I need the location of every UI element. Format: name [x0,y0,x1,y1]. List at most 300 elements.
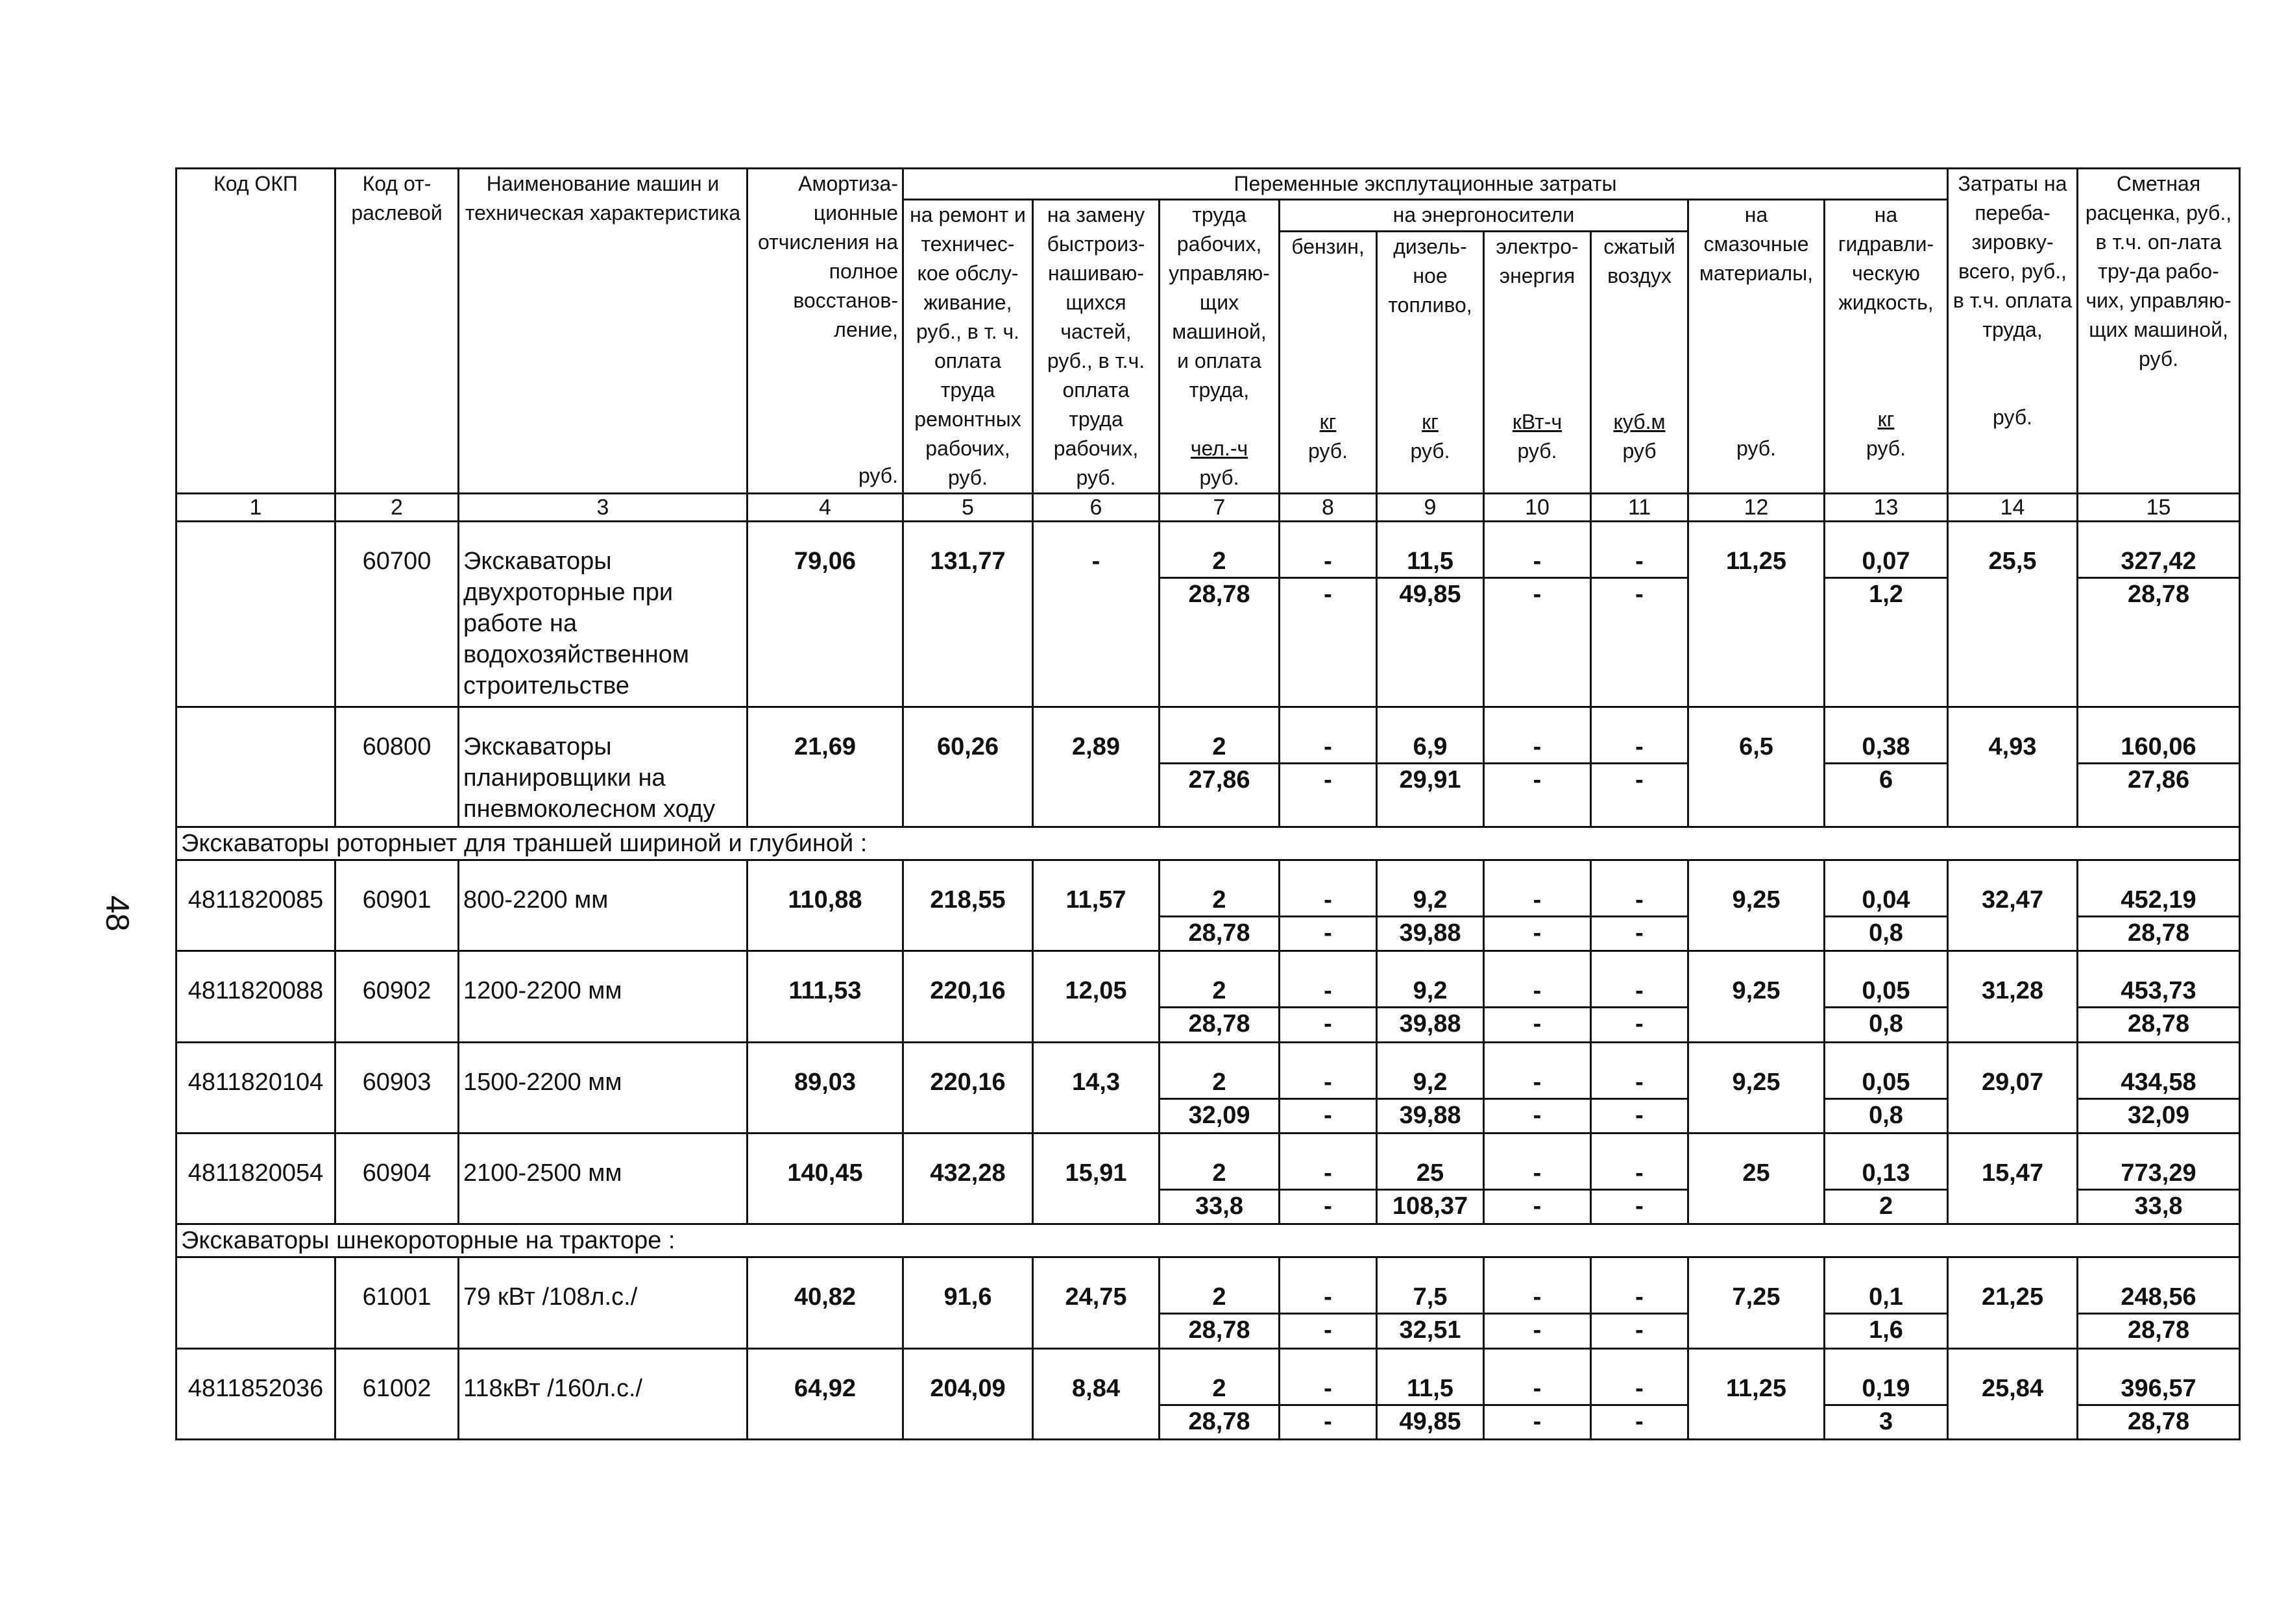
repair-cell: 218,55 [903,860,1033,951]
paired-value-cell [1160,860,1280,951]
table-row [176,1042,2240,1133]
pair-top: 2 [1160,1067,1278,1100]
header-machine-name: Наименование машин и техническая характеристика [459,169,748,494]
pair-bottom: 28,78 [2127,1010,2190,1038]
pair-bottom: 2 [1879,1192,1893,1220]
amortization-cell: 140,45 [748,1133,903,1224]
paired-value-cell [1280,1348,1377,1439]
amortization-cell: 64,92 [748,1348,903,1439]
header-hydraulic-text: на гидравли-ческую жидкость, [1838,203,1934,314]
pair-top: 434,58 [2078,1067,2239,1100]
paired-value-cell [2078,1042,2240,1133]
paired-value-cell [1484,522,1591,707]
pair-bottom: - [1635,1101,1644,1129]
header-okp: Код ОКП [176,169,335,494]
pair-bottom: 32,09 [2127,1101,2190,1129]
pair-bottom: 29,91 [1399,766,1461,794]
pair-top: 327,42 [2078,546,2239,579]
pair-top: - [1592,1157,1687,1191]
parts-cell: 2,89 [1033,707,1160,827]
pair-bottom: 28,78 [2127,581,2190,608]
repair-cell: 220,16 [903,951,1033,1042]
pair-bottom: - [1635,919,1644,947]
header-diesel-unit2: руб. [1410,439,1450,463]
paired-value-cell [1484,951,1591,1042]
pair-bottom: - [1324,919,1332,947]
pair-bottom: 6 [1879,766,1893,794]
paired-value-cell [2078,860,2240,951]
repair-cell: 131,77 [903,522,1033,707]
paired-value-cell [1160,1133,1280,1224]
header-lubricants [1688,200,1825,494]
paired-value-cell [1280,951,1377,1042]
header-compressed-air-unit2: руб [1622,439,1657,463]
parts-cell: 12,05 [1033,951,1160,1042]
pair-top: - [1280,1067,1376,1100]
header-amortization-text: Амортиза-ционные отчисления на полное восстанов-ление, [758,172,898,341]
header-compressed-air-text: сжатый воздух [1603,234,1675,287]
pair-bottom: 28,78 [1188,1010,1250,1038]
okp-code-cell: 4811820085 [176,860,335,951]
pair-top: 160,06 [2078,731,2239,764]
pair-bottom: 28,78 [1188,581,1250,608]
header-branch-code: Код от-раслевой [335,169,459,494]
okp-code-cell: 4811820104 [176,1042,335,1133]
paired-value-cell [1484,1348,1591,1439]
okp-code-cell [176,707,335,827]
paired-value-cell [1825,1257,1948,1348]
pair-top: 11,5 [1378,546,1483,579]
paired-value-cell [1280,1133,1377,1224]
col-num: 5 [903,494,1033,522]
paired-value-cell [1280,707,1377,827]
pair-bottom: 28,78 [1188,1407,1250,1435]
pair-top: 2 [1160,1281,1278,1315]
paired-value-cell [1377,707,1484,827]
pair-top: - [1280,731,1376,764]
pair-top: 6,9 [1378,731,1483,764]
pair-top: - [1592,884,1687,917]
branch-code-cell: 60901 [335,860,459,951]
amortization-cell: 40,82 [748,1257,903,1348]
col-num: 10 [1484,494,1591,522]
header-hydraulic-unit2: руб. [1866,437,1906,460]
amortization-cell: 21,69 [748,707,903,827]
lubricants-cell: 9,25 [1688,860,1825,951]
pair-top: 396,57 [2078,1373,2239,1406]
pair-top: - [1485,884,1590,917]
pair-top: 773,29 [2078,1157,2239,1191]
pair-bottom: - [1533,1101,1542,1129]
section-title-rotary: Экскаваторы роторныет для траншей шириной и глубиной : [176,827,2240,860]
pair-bottom: 39,88 [1399,1010,1461,1038]
repair-cell: 60,26 [903,707,1033,827]
amortization-cell: 79,06 [748,522,903,707]
pair-bottom: - [1324,1407,1332,1435]
col-num: 11 [1591,494,1688,522]
pair-bottom: - [1533,1407,1542,1435]
paired-value-cell [1484,860,1591,951]
branch-code-cell: 60904 [335,1133,459,1224]
repair-cell: 204,09 [903,1348,1033,1439]
header-labor-unit2: руб. [1199,466,1239,489]
pair-top: - [1280,1373,1376,1406]
col-num: 1 [176,494,335,522]
lubricants-cell: 11,25 [1688,1348,1825,1439]
paired-value-cell [1377,1348,1484,1439]
pair-top: 9,2 [1378,975,1483,1008]
header-energy: на энергоносители [1280,200,1688,232]
column-numbers-row [176,494,2240,522]
pair-top: 25 [1378,1157,1483,1191]
branch-code-cell: 61001 [335,1257,459,1348]
relocation-cell: 25,84 [1948,1348,2078,1439]
parts-cell: 8,84 [1033,1348,1160,1439]
paired-value-cell [2078,951,2240,1042]
col-num: 15 [2078,494,2240,522]
pair-top: 0,19 [1825,1373,1947,1406]
paired-value-cell [1825,951,1948,1042]
pair-bottom: 0,8 [1869,919,1903,947]
machine-name-cell: 800-2200 мм [459,860,748,951]
table-row [176,951,2240,1042]
pair-bottom: 28,78 [2127,919,2190,947]
repair-cell: 432,28 [903,1133,1033,1224]
header-petrol-unit1: кг [1319,409,1337,433]
paired-value-cell [1484,707,1591,827]
header-hydraulic-unit1: кг [1877,407,1895,431]
relocation-cell: 15,47 [1948,1133,2078,1224]
header-repair-text: на ремонт и техничес-кое обслу-живание, руб., в т. ч. оплата труда ремонтных рабочих, [910,203,1026,460]
pair-bottom: - [1324,1192,1332,1220]
pair-bottom: 28,78 [1188,919,1250,947]
pair-top: - [1485,1067,1590,1100]
pair-top: 2 [1160,975,1278,1008]
pair-top: 9,2 [1378,1067,1483,1100]
parts-cell: - [1033,522,1160,707]
pair-top: 2 [1160,1373,1278,1406]
paired-value-cell [2078,1257,2240,1348]
parts-cell: 24,75 [1033,1257,1160,1348]
pair-top: - [1592,731,1687,764]
pair-bottom: 0,8 [1869,1010,1903,1038]
header-lubricants-unit: руб. [1736,437,1776,460]
pair-bottom: 39,88 [1399,919,1461,947]
relocation-cell: 29,07 [1948,1042,2078,1133]
header-parts [1033,200,1160,494]
pair-bottom: 33,8 [1195,1192,1243,1220]
header-parts-unit: руб. [1076,466,1116,489]
pair-bottom: - [1635,1316,1644,1344]
col-num: 9 [1377,494,1484,522]
lubricants-cell: 9,25 [1688,951,1825,1042]
pair-bottom: - [1324,581,1332,608]
pair-bottom: - [1324,1316,1332,1344]
header-petrol-text: бензин, [1291,234,1365,258]
paired-value-cell [1377,1042,1484,1133]
pair-bottom: 49,85 [1399,581,1461,608]
lubricants-cell: 6,5 [1688,707,1825,827]
pair-bottom: - [1324,766,1332,794]
pair-top: 2 [1160,546,1278,579]
pair-bottom: 39,88 [1399,1101,1461,1129]
machine-name-cell: Экскаваторы двухроторные при работе на водохозяйственном строительстве [459,522,748,707]
paired-value-cell [1591,860,1688,951]
pair-bottom: 3 [1879,1407,1893,1435]
pair-bottom: 27,86 [1188,766,1250,794]
machine-name-cell: 1200-2200 мм [459,951,748,1042]
pair-top: - [1485,546,1590,579]
paired-value-cell [2078,522,2240,707]
pair-bottom: - [1533,1192,1542,1220]
paired-value-cell [1825,1133,1948,1224]
amortization-cell: 89,03 [748,1042,903,1133]
header-compressed-air-unit1: куб.м [1613,409,1666,433]
pair-bottom: 1,6 [1869,1316,1903,1344]
table-row [176,522,2240,707]
relocation-cell: 31,28 [1948,951,2078,1042]
pair-top: - [1280,546,1376,579]
col-num: 8 [1280,494,1377,522]
table-row [176,1257,2240,1348]
paired-value-cell [1377,951,1484,1042]
parts-cell: 14,3 [1033,1042,1160,1133]
pair-bottom: 28,78 [1188,1316,1250,1344]
amortization-cell: 111,53 [748,951,903,1042]
machine-name-cell: 118кВт /160л.с./ [459,1348,748,1439]
pair-bottom: - [1533,1010,1542,1038]
paired-value-cell [2078,1133,2240,1224]
header-amortization-unit: руб. [858,464,898,487]
machine-name-cell: Экскаваторы планировщики на пневмоколесном ходу [459,707,748,827]
repair-cell: 91,6 [903,1257,1033,1348]
paired-value-cell [1160,1257,1280,1348]
pair-bottom: 28,78 [2127,1407,2190,1435]
header-estimated-rate [2078,169,2240,494]
header-lubricants-text: на смазочные материалы, [1699,203,1814,285]
paired-value-cell [1377,1133,1484,1224]
header-electricity-unit1: кВт-ч [1512,409,1563,433]
pair-bottom: 28,78 [2127,1316,2190,1344]
header-petrol-unit2: руб. [1307,439,1348,463]
okp-code-cell: 4811852036 [176,1348,335,1439]
paired-value-cell [1484,1257,1591,1348]
paired-value-cell [1591,1042,1688,1133]
pair-bottom: 32,09 [1188,1101,1250,1129]
col-num: 3 [459,494,748,522]
pair-top: - [1592,1281,1687,1315]
parts-cell: 15,91 [1033,1133,1160,1224]
pair-top: - [1485,1373,1590,1406]
pair-bottom: 108,37 [1392,1192,1468,1220]
branch-code-cell: 60800 [335,707,459,827]
okp-code-cell: 4811820088 [176,951,335,1042]
pair-top: - [1592,1067,1687,1100]
col-num: 6 [1033,494,1160,522]
pair-top: - [1485,731,1590,764]
pair-top: 0,13 [1825,1157,1947,1191]
header-diesel-unit1: кг [1422,409,1439,433]
paired-value-cell [1591,707,1688,827]
pair-top: 7,5 [1378,1281,1483,1315]
header-relocation [1948,169,2078,494]
header-electricity-unit2: руб. [1517,439,1557,463]
paired-value-cell [2078,1348,2240,1439]
col-num: 7 [1160,494,1280,522]
pair-bottom: 1,2 [1869,581,1903,608]
paired-value-cell [1377,860,1484,951]
pair-bottom: - [1324,1010,1332,1038]
pair-top: - [1280,1157,1376,1191]
col-num: 12 [1688,494,1825,522]
pair-top: - [1592,975,1687,1008]
branch-code-cell: 60903 [335,1042,459,1133]
relocation-cell: 21,25 [1948,1257,2078,1348]
pair-top: 452,19 [2078,884,2239,917]
pair-bottom: - [1635,1192,1644,1220]
pair-top: 0,04 [1825,884,1947,917]
paired-value-cell [1484,1133,1591,1224]
pair-top: - [1280,975,1376,1008]
pair-top: 9,2 [1378,884,1483,917]
pair-top: 0,38 [1825,731,1947,764]
paired-value-cell [1160,522,1280,707]
page-number: 48 [99,895,136,932]
repair-cell: 220,16 [903,1042,1033,1133]
pair-top: - [1280,884,1376,917]
pair-bottom: - [1635,1407,1644,1435]
paired-value-cell [1280,1042,1377,1133]
header-relocation-unit: руб. [1993,406,2033,429]
parts-cell: 11,57 [1033,860,1160,951]
pair-top: 453,73 [2078,975,2239,1008]
pair-top: - [1592,1373,1687,1406]
col-num: 2 [335,494,459,522]
header-diesel [1377,231,1484,493]
pair-bottom: - [1533,1316,1542,1344]
paired-value-cell [1591,522,1688,707]
header-electricity-text: электро-энергия [1496,234,1579,287]
paired-value-cell [1280,522,1377,707]
paired-value-cell [1825,1042,1948,1133]
table-row [176,860,2240,951]
paired-value-cell [1825,1348,1948,1439]
pair-top: 248,56 [2078,1281,2239,1315]
paired-value-cell [1160,1348,1280,1439]
header-labor-unit1: чел.-ч [1190,437,1248,460]
pair-top: - [1280,1281,1376,1315]
paired-value-cell [1280,860,1377,951]
pair-top: 11,5 [1378,1373,1483,1406]
machine-name-cell: 79 кВт /108л.с./ [459,1257,748,1348]
relocation-cell: 32,47 [1948,860,2078,951]
paired-value-cell [1160,707,1280,827]
col-num: 14 [1948,494,2078,522]
pair-bottom: 27,86 [2127,766,2190,794]
header-variable-costs: Переменные эксплутационные затраты [903,169,1948,200]
header-petrol [1280,231,1377,493]
machine-cost-table [175,167,2241,1440]
pair-top: 0,1 [1825,1281,1947,1315]
pair-top: 2 [1160,731,1278,764]
pair-bottom: - [1324,1101,1332,1129]
header-compressed-air [1591,231,1688,493]
pair-bottom: - [1635,581,1644,608]
header-diesel-text: дизель-ное топливо, [1388,234,1472,317]
header-repair-unit: руб. [947,466,988,489]
table-row [176,707,2240,827]
pair-top: - [1485,1157,1590,1191]
paired-value-cell [1825,860,1948,951]
header-labor [1160,200,1280,494]
pair-top: - [1485,975,1590,1008]
header-hydraulic [1825,200,1948,494]
pair-bottom: - [1635,766,1644,794]
paired-value-cell [1591,1257,1688,1348]
col-num: 4 [748,494,903,522]
section-title-auger-rotary: Экскаваторы шнекороторные на тракторе : [176,1224,2240,1257]
pair-bottom: 33,8 [2134,1192,2183,1220]
pair-top: 2 [1160,884,1278,917]
relocation-cell: 25,5 [1948,522,2078,707]
pair-bottom: - [1635,1010,1644,1038]
paired-value-cell [1377,522,1484,707]
paired-value-cell [1825,707,1948,827]
header-repair [903,200,1033,494]
paired-value-cell [1160,1042,1280,1133]
lubricants-cell: 7,25 [1688,1257,1825,1348]
paired-value-cell [2078,707,2240,827]
header-estimated-rate-text: Сметная расценка, руб., в т.ч. оп-лата тру-да рабо-чих, управляю-щих машиной, [2085,172,2232,341]
pair-bottom: 0,8 [1869,1101,1903,1129]
header-electricity [1484,231,1591,493]
pair-top: - [1485,1281,1590,1315]
lubricants-cell: 11,25 [1688,522,1825,707]
header-amortization [748,169,903,494]
okp-code-cell [176,522,335,707]
header-parts-text: на замену быстроиз-нашиваю-щихся частей, руб., в т.ч. оплата труда рабочих, [1047,203,1145,460]
relocation-cell: 4,93 [1948,707,2078,827]
pair-bottom: - [1533,766,1542,794]
pair-bottom: 49,85 [1399,1407,1461,1435]
pair-top: 0,05 [1825,1067,1947,1100]
header-relocation-text: Затраты на переба-зировку-всего, руб., в т.ч. оплата труда, [1952,172,2073,341]
paired-value-cell [1280,1257,1377,1348]
pair-top: - [1592,546,1687,579]
col-num: 13 [1825,494,1948,522]
lubricants-cell: 9,25 [1688,1042,1825,1133]
table-row [176,1348,2240,1439]
table-row [176,1133,2240,1224]
paired-value-cell [1825,522,1948,707]
branch-code-cell: 60902 [335,951,459,1042]
okp-code-cell [176,1257,335,1348]
paired-value-cell [1160,951,1280,1042]
pair-top: 2 [1160,1157,1278,1191]
okp-code-cell: 4811820054 [176,1133,335,1224]
pair-top: 0,07 [1825,546,1947,579]
paired-value-cell [1591,1348,1688,1439]
machine-name-cell: 2100-2500 мм [459,1133,748,1224]
pair-bottom: 32,51 [1399,1316,1461,1344]
amortization-cell: 110,88 [748,860,903,951]
paired-value-cell [1377,1257,1484,1348]
paired-value-cell [1591,951,1688,1042]
pair-bottom: - [1533,581,1542,608]
header-labor-text: труда рабочих, управляю-щих машиной, и оплата труда, [1169,203,1270,402]
pair-bottom: - [1533,919,1542,947]
branch-code-cell: 60700 [335,522,459,707]
